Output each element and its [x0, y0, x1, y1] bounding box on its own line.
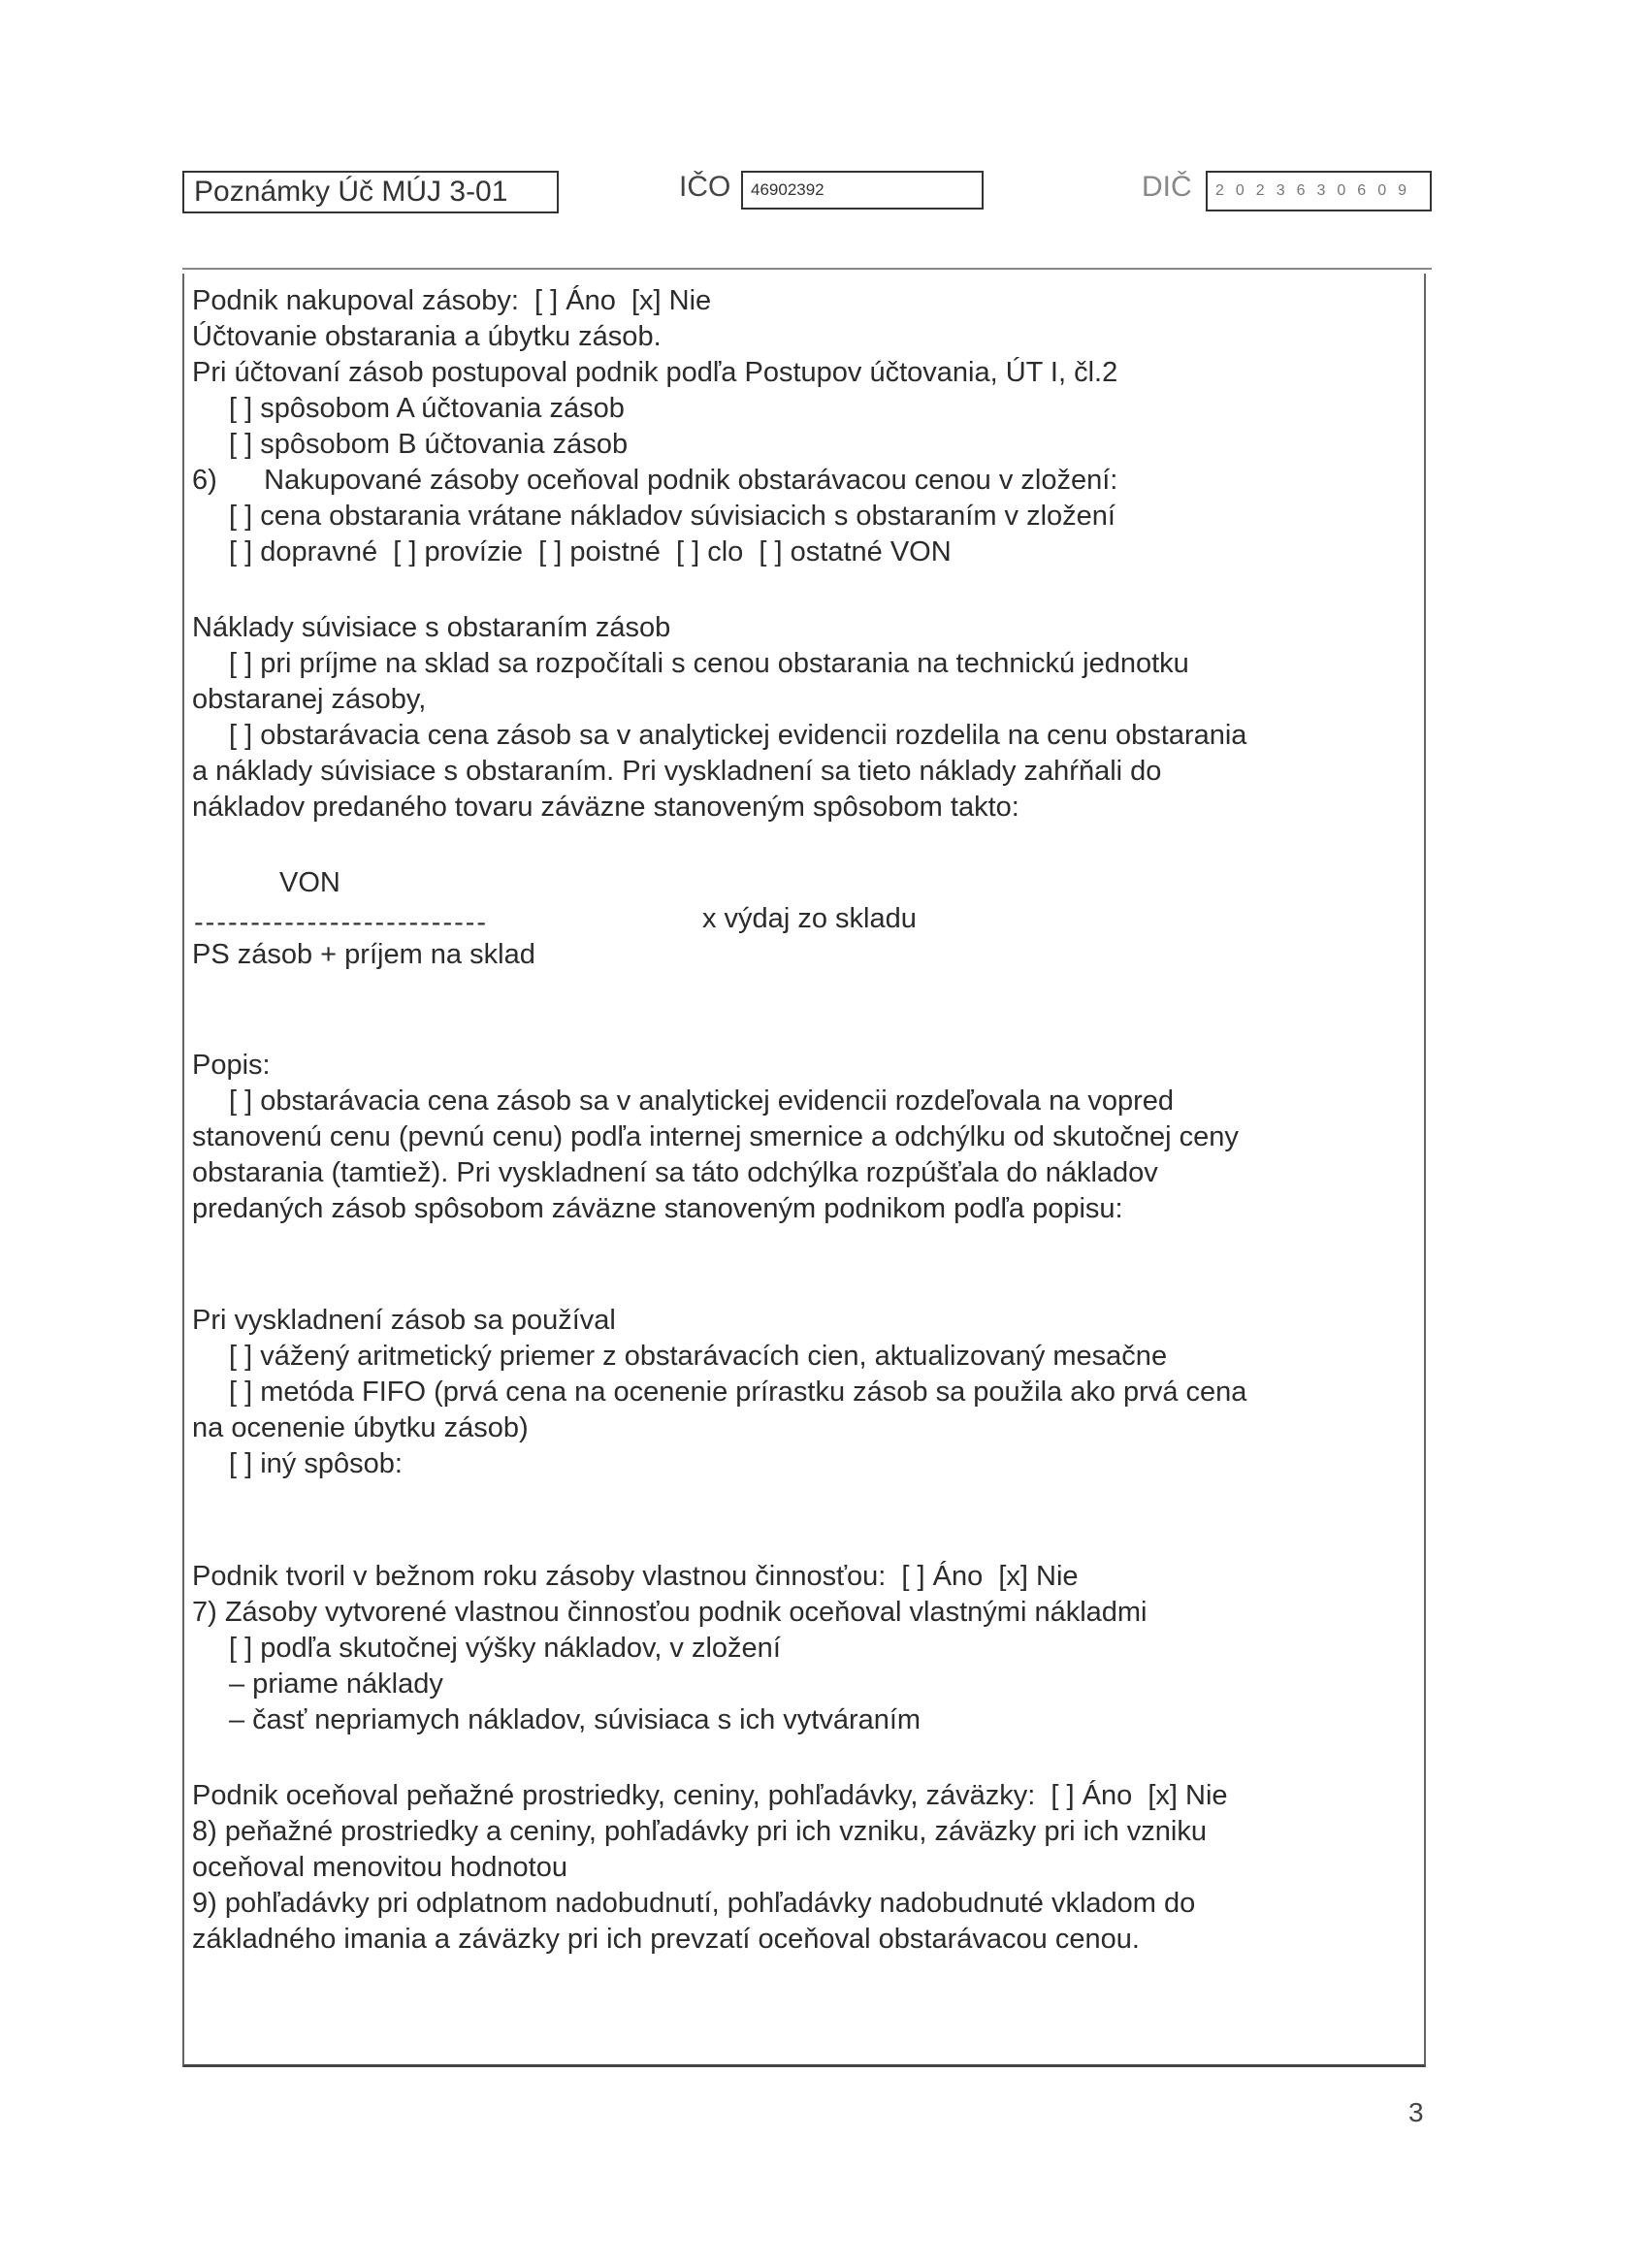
- line-direct-costs: – priame náklady: [229, 1669, 443, 1700]
- line-related-costs-option-2-end: nákladov predaného tovaru záväzne stanoveným spôsobom takto:: [192, 792, 1019, 823]
- line-related-costs-option-1-cont: obstaranej zásoby,: [192, 684, 427, 715]
- line-standard-cost-cont-1: stanovenú cenu (pevnú cenu) podľa internej smernice a odchýlku od skutočnej ceny: [192, 1121, 1239, 1152]
- line-item-7: 7) Zásoby vytvorené vlastnou činnosťou podnik oceňoval vlastnými nákladmi: [192, 1597, 1148, 1628]
- line-other-method: [ ] iný spôsob:: [229, 1448, 403, 1479]
- line-item-8: 8) peňažné prostriedky a ceniny, pohľadávky pri ich vzniku, záväzky pri ich vzniku: [192, 1816, 1207, 1847]
- formula-multiplier: x výdaj zo skladu: [702, 903, 917, 934]
- line-indirect-costs: – časť nepriamych nákladov, súvisiaca s ich vytváraním: [229, 1704, 922, 1735]
- line-standard-cost-option: [ ] obstarávacia cena zásob sa v analytickej evidencii rozdeľovala na vopred: [229, 1085, 1175, 1117]
- formula-numerator: VON: [279, 867, 340, 898]
- line-method-a: [ ] spôsobom A účtovania zásob: [229, 393, 625, 424]
- dic-label: DIČ: [1142, 171, 1192, 203]
- line-own-production-question: Podnik tvoril v bežnom roku zásoby vlastnou činnosťou: [ ] Áno [x] Nie: [192, 1561, 1079, 1592]
- line-fifo: [ ] metóda FIFO (prvá cena na ocenenie prírastku zásob sa použila ako prvá cena: [229, 1377, 1247, 1408]
- line-related-costs-heading: Náklady súvisiace s obstaraním zásob: [192, 612, 671, 643]
- line-standard-cost-cont-3: predaných zásob spôsobom záväzne stanoveným podnikom podľa popisu:: [192, 1193, 1123, 1224]
- line-valuation-question: Podnik oceňoval peňažné prostriedky, ceniny, pohľadávky, záväzky: [ ] Áno [x] Nie: [192, 1780, 1228, 1811]
- line-fifo-cont: na ocenenie úbytku zásob): [192, 1412, 529, 1443]
- line-related-costs-option-1: [ ] pri príjme na sklad sa rozpočítali s cenou obstarania na technickú jednotku: [229, 648, 1189, 679]
- formula-fraction-line: --------------------------: [194, 907, 489, 938]
- line-purchase-question: Podnik nakupoval zásoby: [ ] Áno [x] Nie: [192, 285, 712, 316]
- line-related-costs-option-2: [ ] obstarávacia cena zásob sa v analytickej evidencii rozdelila na cenu obstarania: [229, 720, 1247, 751]
- page-number: 3: [1408, 2097, 1424, 2127]
- line-cost-components: [ ] dopravné [ ] provízie [ ] poistné [ ] clo [ ] ostatné VON: [229, 536, 952, 567]
- line-item-9-cont: základného imania a záväzky pri ich prevzatí oceňoval obstarávacou cenou.: [192, 1924, 1140, 1955]
- line-method-b: [ ] spôsobom B účtovania zásob: [229, 429, 629, 460]
- line-cost-composition: [ ] cena obstarania vrátane nákladov súvisiacich s obstaraním v zložení: [229, 501, 1116, 532]
- line-description-heading: Popis:: [192, 1050, 271, 1081]
- ico-label: IČO: [679, 171, 731, 203]
- line-item-8-cont: oceňoval menovitou hodnotou: [192, 1852, 567, 1883]
- top-rule: [182, 268, 1432, 270]
- line-accounting-procedure: Pri účtovaní zásob postupoval podnik podľa Postupov účtovania, ÚT I, čl.2: [192, 357, 1118, 388]
- line-weighted-average: [ ] vážený aritmetický priemer z obstarávacích cien, aktualizovaný mesačne: [229, 1341, 1168, 1372]
- line-standard-cost-cont-2: obstarania (tamtiež). Pri vyskladnení sa táto odchýlka rozpúšťala do nákladov: [192, 1157, 1158, 1188]
- line-item-9: 9) pohľadávky pri odplatnom nadobudnutí, pohľadávky nadobudnuté vkladom do: [192, 1888, 1196, 1919]
- line-issue-method-heading: Pri vyskladnení zásob sa používal: [192, 1305, 616, 1336]
- line-item-6: 6) Nakupované zásoby oceňoval podnik obstarávacou cenou v zložení:: [192, 465, 1118, 496]
- form-title: Poznámky Úč MÚJ 3-01: [182, 171, 559, 213]
- line-accounting-heading: Účtovanie obstarania a úbytku zásob.: [192, 321, 662, 352]
- formula-denominator: PS zásob + príjem na sklad: [192, 939, 535, 970]
- line-actual-costs: [ ] podľa skutočnej výšky nákladov, v zložení: [229, 1633, 781, 1664]
- line-related-costs-option-2-cont: a náklady súvisiace s obstaraním. Pri vyskladnení sa tieto náklady zahŕňali do: [192, 756, 1162, 787]
- dic-value: 2023630609: [1206, 171, 1432, 211]
- ico-value: 46902392: [741, 171, 984, 210]
